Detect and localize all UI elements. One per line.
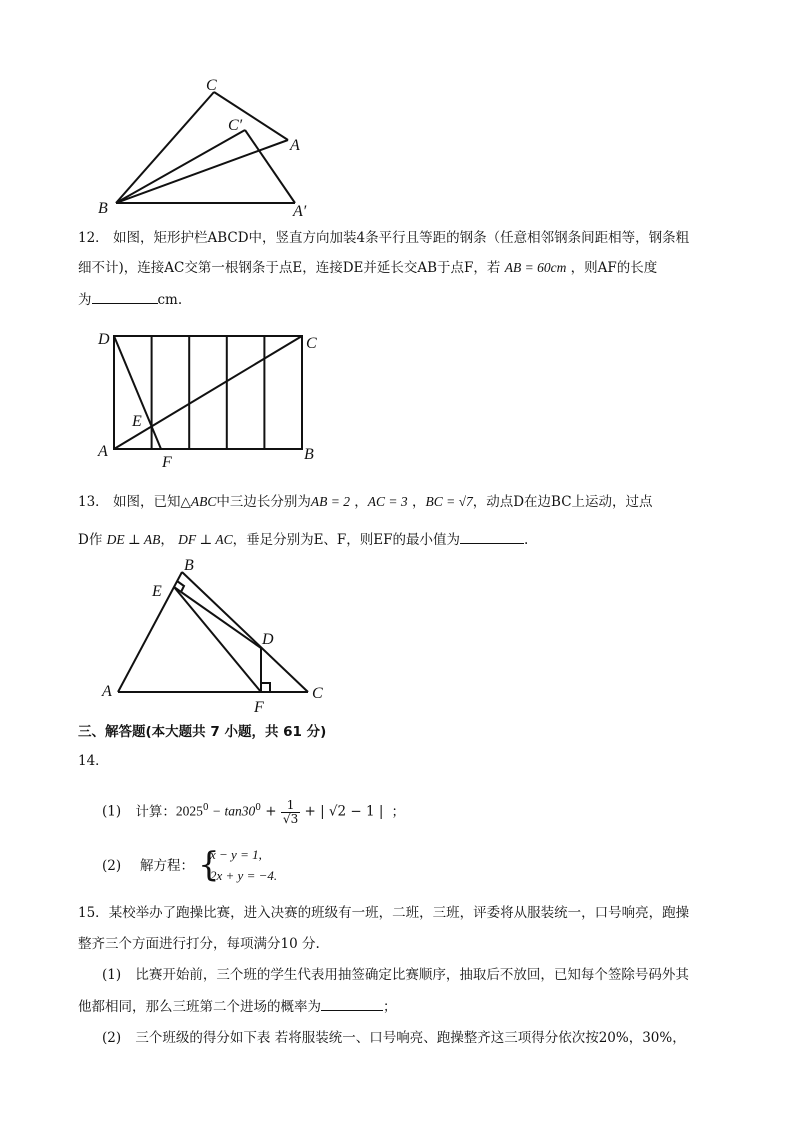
answer-blank[interactable]: [92, 289, 158, 304]
math-bc: BC = √7: [425, 494, 473, 509]
question-text: ，垂足分别为E、F，则EF的最小值为: [232, 532, 461, 548]
math-ab: AB = 2: [310, 494, 350, 509]
label-f: F: [254, 699, 264, 716]
segment-ca: [214, 92, 288, 140]
question-13-line2: D作 DE ⊥ AB， DF ⊥ AC，垂足分别为E、F，则EF的最小值为 .: [78, 529, 528, 550]
label-e: E: [152, 583, 162, 600]
math-triangle: △ABC: [180, 494, 217, 509]
label-c: C: [306, 335, 317, 352]
question-text: 如图，已知: [112, 494, 181, 510]
label-d: D: [98, 331, 110, 348]
question-15-part1: [102, 965, 689, 985]
equation-1: x − y = 1,: [210, 847, 262, 862]
figure-q11: [90, 72, 330, 222]
segment-ba: [116, 140, 288, 203]
question-number: 12．: [78, 230, 109, 246]
math-df: DF ⊥ AC: [178, 532, 233, 547]
figure-q13: [96, 556, 336, 716]
figure-q12: [92, 326, 332, 468]
question-15-part1-line2: 他都相同，那么三班第二个进场的概率为 ；: [78, 996, 397, 1017]
label-b: B: [98, 200, 108, 217]
part-label: (2): [102, 1030, 122, 1046]
part-prefix: 计算：: [135, 803, 176, 820]
question-text: 为: [78, 292, 92, 308]
label-b: B: [304, 446, 314, 463]
question-text: 中三边长分别为: [216, 494, 311, 510]
question-text: 比赛开始前，三个班的学生代表用抽签确定比赛顺序，抽取后不放回，已知每个签除号码外其: [135, 967, 689, 983]
question-text: 三个班级的得分如下表 若将服装统一、口号响亮、跑操整齐这三项得分依次按20%，30%，: [135, 1030, 686, 1046]
section-heading: 三、解答题(本大题共 7 小题，共 61 分): [78, 724, 327, 740]
question-15: [78, 903, 689, 923]
fraction: $\frac{1}{√3}$: [282, 797, 299, 826]
question-text: 细不计)，连接AC交第一根钢条于点E，连接DE并延长交AB于点F，若: [78, 260, 501, 276]
question-15-part2: [102, 1028, 686, 1048]
part-prefix: 解方程：: [140, 858, 194, 874]
segment-df: [114, 336, 161, 449]
question-text: 某校举办了跑操比赛，进入决赛的班级有一班，二班，三班，评委将从服装统一，口号响亮，跑操: [108, 905, 690, 921]
diagonal-ac: [114, 336, 302, 449]
label-a: A: [290, 137, 300, 154]
label-a-prime: A′: [293, 203, 307, 220]
label-e: E: [132, 413, 142, 430]
question-number: 13．: [78, 494, 109, 510]
label-d: D: [262, 631, 274, 648]
question-number: 15．: [78, 905, 109, 921]
label-a: A: [98, 443, 108, 460]
label-a: A: [102, 683, 112, 700]
unit-text: cm.: [157, 292, 183, 308]
label-c-prime: C′: [228, 117, 243, 134]
question-12: [78, 228, 689, 248]
part-label: (1): [102, 803, 122, 820]
equation-brace: {: [198, 845, 220, 885]
right-angle-mark-f: [261, 683, 270, 692]
math-de: DE ⊥ AB: [106, 532, 161, 547]
question-text: ，动点D在边BC上运动，过点: [472, 494, 653, 510]
question-14-part1: (1) 计算：$2025^0 - \tan 30^0$ + $\frac{1}{√3}$ + | √2 − 1 | ；: [102, 797, 405, 826]
label-c: C: [312, 685, 323, 702]
question-12-line2: [78, 258, 657, 278]
label-b: B: [184, 557, 194, 574]
answer-blank[interactable]: [460, 529, 524, 544]
part-label: (1): [102, 967, 122, 983]
answer-blank[interactable]: [321, 996, 383, 1011]
label-c: C: [206, 77, 217, 94]
math-expression: AB = 60cm: [504, 260, 567, 275]
question-13: 13． 如图，已知△ABC中三边长分别为AB = 2 ，AC = 3 ，BC = √7，动点D在边BC上运动，过点: [78, 494, 653, 510]
label-f: F: [162, 454, 172, 468]
question-14-number: 14．: [78, 753, 109, 769]
question-text: ，则AF的长度: [570, 260, 658, 276]
question-12-line3: [78, 289, 182, 310]
part-label: (2): [102, 858, 122, 874]
equation-2: 2x + y = −4.: [210, 868, 278, 883]
math-ac: AC = 3: [367, 494, 408, 509]
segment-ab: [118, 572, 182, 692]
question-text: 他都相同，那么三班第二个进场的概率为: [78, 999, 321, 1015]
segment-bcp: [116, 130, 245, 203]
segment-bc: [116, 92, 214, 203]
question-15-line2: 整齐三个方面进行打分，每项满分10 分.: [78, 936, 320, 952]
question-text: 如图，矩形护栏ABCD中，竖直方向加装4条平行且等距的钢条（任意相邻钢条间距相等，钢条粗: [112, 230, 690, 246]
question-text: D作: [78, 532, 103, 548]
